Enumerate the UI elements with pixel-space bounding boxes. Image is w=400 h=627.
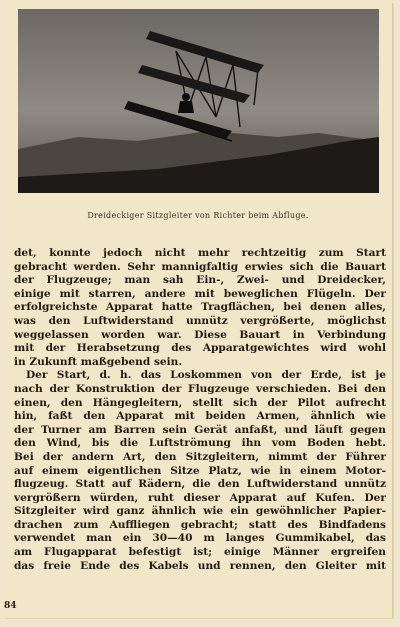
text-line: das freie Ende des Kabels und rennen, den Gleiter mit: [14, 559, 386, 572]
book-page: [4, 3, 393, 618]
text-line: erfolgreichste Apparat hatte Tragflächen, bei denen alles,: [14, 301, 386, 314]
text-line: einige mit starren, andere mit beweglichen Flügeln. Der: [14, 287, 386, 300]
text-line: was den Luftwiderstand unnütz vergrößerte, möglichst: [14, 314, 386, 327]
text-line: det, konnte jedoch nicht mehr rechtzeitig zum Start: [14, 247, 386, 259]
page-number: 84: [4, 601, 17, 611]
text-line: einen, den Hängegleitern, stellt sich der Pilot aufrecht: [14, 396, 386, 409]
text-line: gebracht werden. Sehr mannigfaltig erwies sich die Bauart: [14, 260, 386, 273]
text-line: der Flugzeuge; man sah Ein-, Zwei- und Dreidecker,: [14, 274, 386, 287]
text-line: hin, faßt den Apparat mit beiden Armen, ähnlich wie: [14, 410, 386, 423]
text-line: mit der Herabsetzung des Apparatgewichtes wird wohl: [14, 342, 386, 355]
text-line: in Zukunft maßgebend sein.: [14, 355, 183, 368]
text-line: drachen zum Auffliegen gebracht; statt des Bindfadens: [14, 518, 386, 531]
text-line: Bei der andern Art, den Sitzgleitern, nimmt der Führer: [14, 450, 386, 463]
article-text: [14, 247, 386, 573]
text-line: flugzeug. Statt auf Rädern, die den Luftwiderstand unnütz: [14, 478, 386, 491]
text-line: der Turner am Barren sein Gerät anfaßt, und läuft gegen: [14, 423, 386, 436]
text-line: den Wind, bis die Luftströmung ihn vom Boden hebt.: [14, 437, 386, 450]
text-line: weggelassen worden war. Diese Bauart in Verbindung: [14, 328, 386, 341]
text-line: Sitzgleiter wird ganz ähnlich wie ein gewöhnlicher Papier-: [14, 505, 386, 518]
text-line: verwendet man ein 30—40 m langes Gummikabel, das: [14, 532, 386, 545]
glider-photo: [18, 9, 379, 193]
text-line: Der Start, d. h. das Loskommen von der Erde, ist je: [26, 369, 386, 382]
text-line: auf einem eigentlichen Sitze Platz, wie in einem Motor-: [14, 464, 386, 477]
text-line: am Flugapparat befestigt ist; einige Männer ergreifen: [14, 546, 386, 559]
text-line: nach der Konstruktion der Flugzeuge verschieden. Bei den: [14, 382, 386, 395]
text-line: vergrößern würden, ruht dieser Apparat auf Kufen. Der: [14, 491, 386, 504]
photo-caption: Dreideckiger Sitzgleiter von Richter beim Abfluge.: [87, 211, 309, 220]
